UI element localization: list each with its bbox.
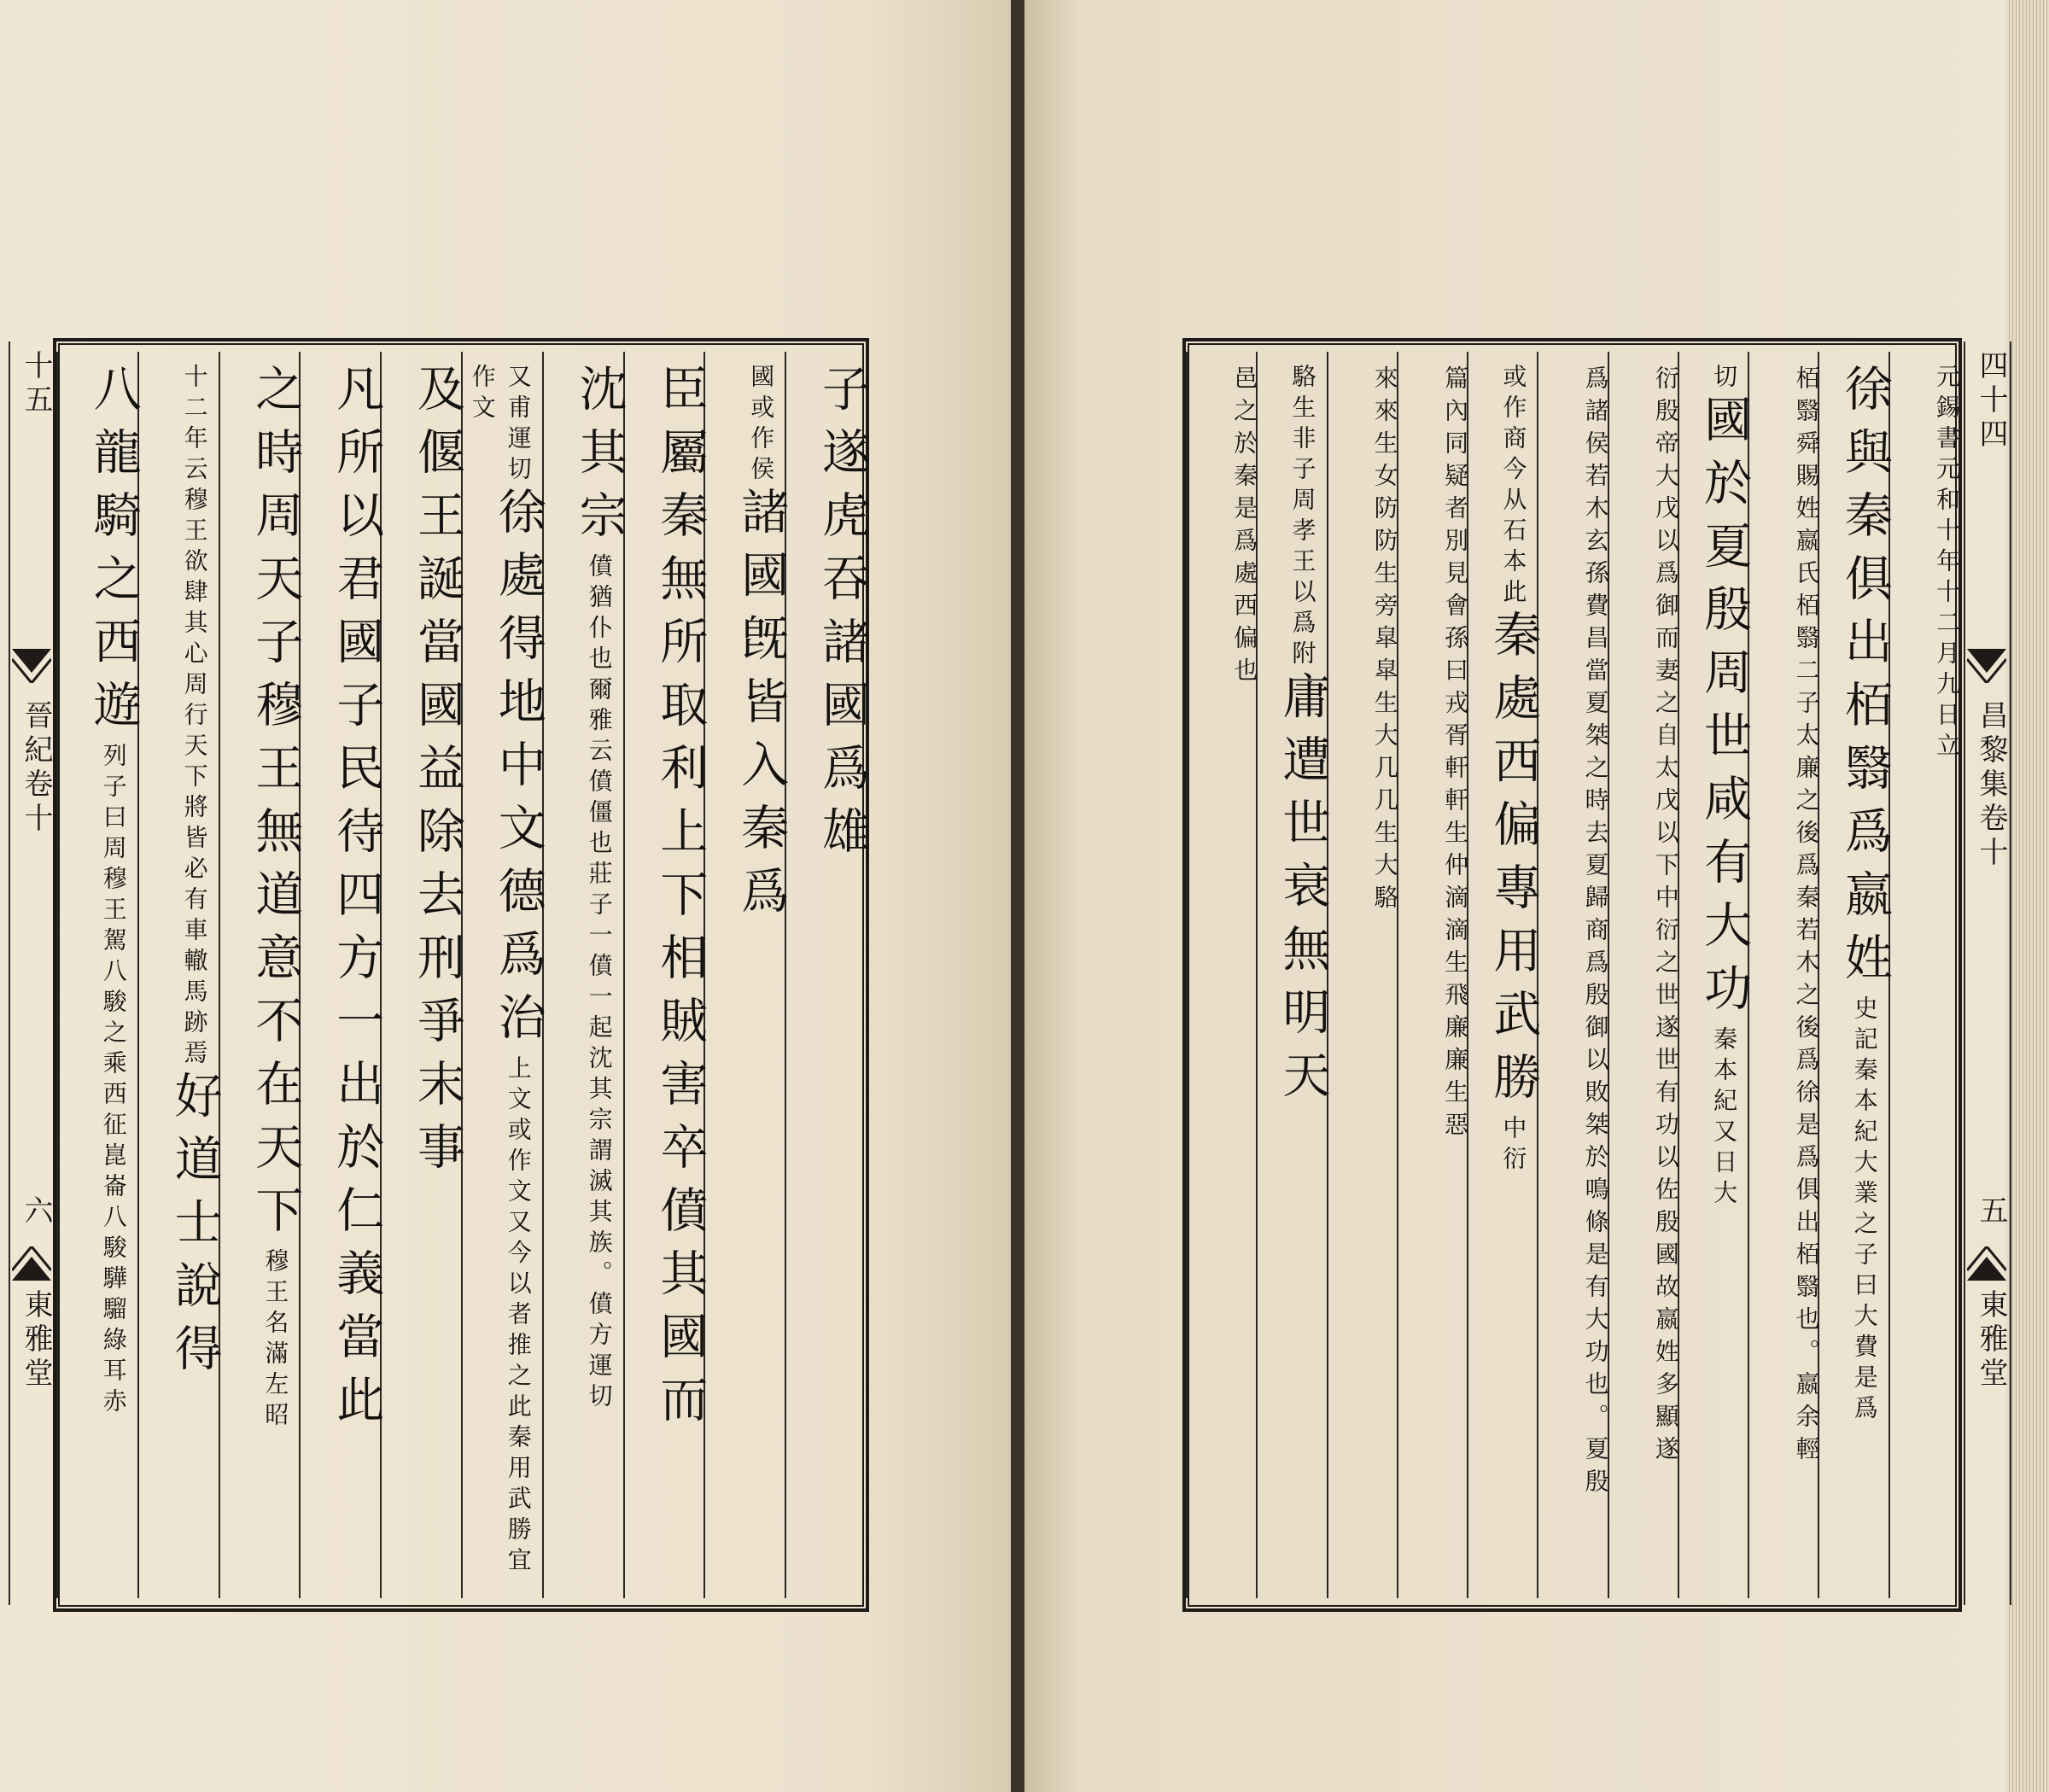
commentary-text: 切 [1710,364,1739,394]
commentary-text: 篇內同疑者別見會孫曰戎胥軒軒生仲滴滴生飛廉廉生惡 [1441,365,1470,1144]
left-text-column [623,352,709,1598]
commentary-text: 史記秦本紀大業之子曰大費是爲 [1850,995,1879,1426]
right-leaf-number: 五 [1974,1195,2008,1229]
commentary-text: 秦本紀又日大 [1710,1026,1739,1211]
commentary-text: 又甫運切 [504,364,533,487]
left-text-column [56,352,142,1598]
left-text-column [299,352,385,1598]
main-text: 國於夏殷周世咸有大功 [1696,394,1753,1026]
main-text: 凡所以君國子民待四方一出於仁義當此 [329,364,385,1438]
left-text-column [785,352,870,1598]
commentary-text: 邑之於秦是爲處西偏也 [1230,365,1259,690]
main-text: 秦處西偏專用武勝 [1486,610,1542,1115]
right-text-column [1397,352,1470,1598]
commentary-text: 或作商今从石本此 [1499,364,1528,610]
right-publisher: 東雅堂 [1974,1289,2008,1392]
main-text: 臣屬秦無所取利上下相賊害卒僨其國而 [652,364,709,1438]
main-text: 庸遭世衰無明天 [1275,671,1331,1113]
commentary-text: 上文或作文又今以者推之此秦用武勝宜作文 [468,364,533,1578]
right-text-column [1678,352,1753,1598]
right-page-number: 四十四 [1974,350,2008,452]
left-text-column [380,352,465,1598]
left-text-column [542,352,628,1598]
fish-tail-icon [12,1246,51,1281]
left-text-frame [53,338,869,1612]
commentary-text: 衍殷帝大戊以爲御而妻之自太戊以下中衍之世遂世有功以佐殷國故嬴姓多顯遂 [1651,365,1680,1468]
main-text: 徐處得地中文德爲治 [490,487,546,1055]
left-text-column [137,352,223,1598]
right-text-column [1186,352,1259,1598]
left-leaf-number: 六 [19,1195,53,1229]
left-text-column [703,352,790,1598]
right-text-column [1537,352,1610,1598]
left-text-column [219,352,304,1598]
fish-tail-icon [1967,1246,2006,1281]
main-text: 諸國旣皆入秦爲 [733,487,790,929]
left-margin-title: 晉紀卷十 [19,700,53,837]
right-margin-title: 昌黎集卷十 [1974,700,2008,871]
left-text-column [461,352,546,1598]
main-text: 好道士說得 [166,1071,223,1386]
right-text-column [1327,352,1397,1598]
right-text-column [1608,352,1678,1598]
right-margin-column [1964,341,2011,1605]
commentary-text: 中衍 [1499,1115,1528,1176]
right-text-column [1467,352,1542,1598]
commentary-text: 國或作侯 [747,364,776,487]
right-text-column [1888,352,1959,1598]
commentary-text: 僨猶仆也爾雅云僨僵也莊子一僨一起沈其宗謂滅其族。僨方運切 [585,553,614,1414]
page-edges [2006,0,2049,1792]
main-text: 之時周天子穆王無道意不在天下 [248,364,304,1248]
commentary-text: 元錫書元和十年十二月九日立 [1932,364,1961,763]
commentary-text: 穆王名滿左昭 [261,1248,290,1433]
main-text: 及偃王誕當國益除去刑爭末事 [409,364,465,1185]
main-text: 八龍騎之西遊 [85,364,142,743]
commentary-text: 來來生女防防生旁皐皐生大几几生大駱 [1370,365,1399,917]
left-page-number: 十五 [19,350,53,418]
left-margin-column [9,341,56,1605]
main-text: 子遂虎吞諸國爲雄 [814,364,870,869]
fish-tail-icon [12,649,51,683]
left-publisher: 東雅堂 [19,1289,53,1392]
right-text-frame [1182,338,1962,1612]
commentary-text: 爲諸侯若木玄孫費昌當夏桀之時去夏歸商爲殷御以敗桀於鳴條是有大功也。夏殷 [1581,365,1610,1501]
main-text: 沈其宗 [571,364,628,553]
right-text-column [1748,352,1821,1598]
commentary-text: 栢翳舜賜姓嬴氏栢翳二子太廉之後爲秦若木之後爲徐是爲俱出栢翳也。嬴余輕 [1792,365,1821,1468]
commentary-text: 駱生非子周孝王以爲附 [1288,364,1317,671]
fish-tail-icon [1967,649,2006,683]
book-gutter [1011,0,1024,1792]
right-text-column [1818,352,1893,1598]
commentary-text: 列子曰周穆王駕八駿之乘西征崑崙八駿驊騮綠耳赤 [99,743,128,1419]
right-text-column [1256,352,1331,1598]
main-text: 徐與秦俱出栢翳爲嬴姓 [1836,364,1893,995]
commentary-text: 十二年云穆王欲肆其心周行天下將皆必有車轍馬跡焉 [180,364,209,1071]
